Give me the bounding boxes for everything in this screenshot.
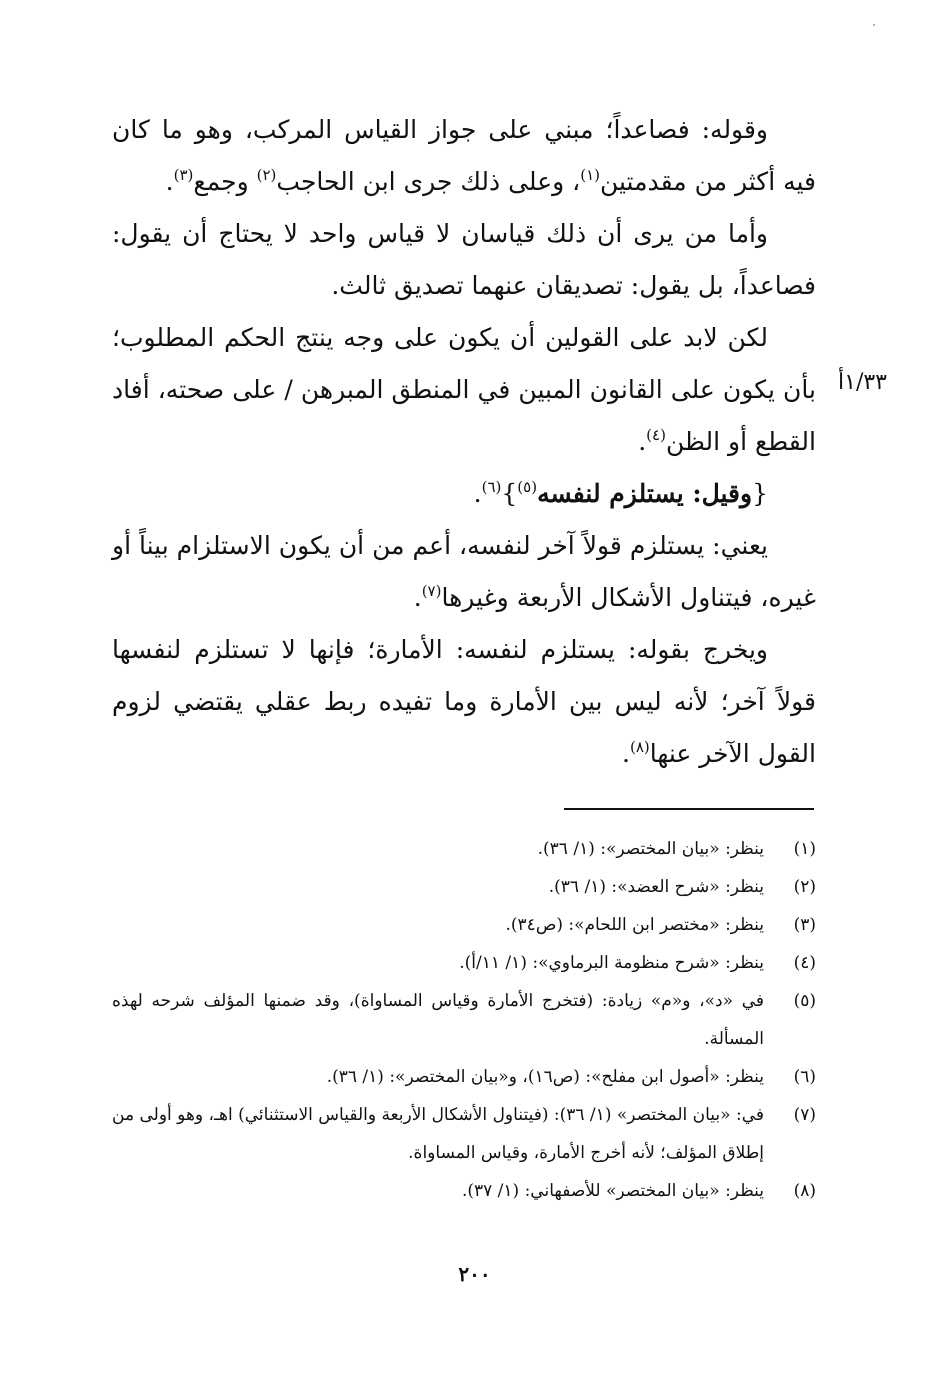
footnote-ref[interactable]: (٧)	[421, 582, 442, 600]
footnote-text: في: «بيان المختصر» (١/ ٣٦): (فيتناول الأشكال الأربعة والقياس الاستثنائي) اهـ، وهو أولى من إطلاق المؤلف؛ لأنه أخرج الأمارة، وقياس المساواة.	[112, 1105, 765, 1163]
footnote-item	[112, 906, 816, 944]
footnote-text: في «د»، و«م» زيادة: (فتخرج الأمارة وقياس المساواة)، وقد ضمنها المؤلف شرحه لهذه المسألة.	[112, 991, 764, 1049]
paragraph-6	[112, 624, 816, 780]
footnote-item	[112, 1172, 816, 1210]
scan-speck	[873, 24, 875, 26]
matn-quote: وقيل: يستلزم لنفسه	[537, 479, 753, 508]
footnote-number: (٧)	[793, 1105, 816, 1125]
footnote-number: (٣)	[793, 915, 816, 935]
text-run: ، وعلى ذلك جرى ابن الحاجب	[276, 167, 581, 196]
text-run: وجمع	[193, 167, 257, 196]
footnote-ref[interactable]: (٦)	[481, 478, 502, 496]
footnote-number: (٤)	[793, 953, 816, 973]
footnote-text: ينظر: «شرح العضد»: (١/ ٣٦).	[548, 877, 764, 897]
footnote-item	[112, 982, 816, 1058]
text-run: يعني: يستلزم قولاً آخر لنفسه، أعم من أن يكون الاستلزام بيناً أو غيره، فيتناول الأشكال الأربعة وغيرها	[112, 531, 816, 612]
text-run: وقوله: فصاعداً؛ مبني على جواز القياس المركب، وهو ما كان فيه أكثر من مقدمتين	[112, 115, 816, 196]
footnote-item	[112, 1058, 816, 1096]
footnote-item	[112, 868, 816, 906]
main-text	[112, 104, 816, 780]
footnote-item	[112, 830, 816, 868]
page-number: ٢٠٠	[458, 1262, 491, 1286]
footnote-ref[interactable]: (٨)	[629, 738, 650, 756]
text-run: .	[622, 739, 630, 768]
footnote-ref[interactable]: (١)	[580, 166, 600, 184]
text-run: .	[165, 167, 174, 196]
manuscript-folio-ref: ١/٣٣أ	[838, 370, 887, 395]
footnote-text: ينظر: «شرح منظومة البرماوي»: (١/ ١١/أ).	[459, 953, 764, 973]
footnote-number: (٢)	[793, 877, 816, 897]
footnote-item	[112, 944, 816, 982]
footnote-number: (١)	[793, 839, 816, 859]
footnote-text: ينظر: «أصول ابن مفلح»: (ص١٦)، و«بيان المختصر»: (١/ ٣٦).	[326, 1067, 764, 1087]
footnote-ref[interactable]: (٤)	[646, 426, 666, 444]
brace-close: }	[501, 479, 518, 508]
paragraph-5	[112, 520, 816, 624]
footnote-item	[112, 1096, 816, 1172]
footnote-separator	[564, 808, 814, 810]
brace-open: {	[752, 479, 768, 508]
text-run: لكن لابد على القولين أن يكون على وجه ينتج الحكم المطلوب؛ بأن يكون على القانون المبين في المنطق المبرهن / على صحته، أفاد القطع أو الظن	[112, 323, 816, 456]
footnote-text: ينظر: «بيان المختصر»: (١/ ٣٦).	[537, 839, 764, 859]
paragraph-4-matn	[112, 468, 816, 520]
text-run: .	[473, 479, 482, 508]
footnote-number: (٥)	[793, 991, 816, 1011]
footnote-text: ينظر: «بيان المختصر» للأصفهاني: (١/ ٣٧).	[461, 1181, 764, 1201]
paragraph-3	[112, 312, 816, 468]
footnote-ref[interactable]: (٥)	[517, 478, 538, 496]
footnotes	[112, 830, 816, 1210]
text-run: .	[638, 427, 647, 456]
paragraph-1	[112, 104, 816, 208]
footnote-ref[interactable]: (٣)	[173, 166, 194, 184]
footnote-text: ينظر: «مختصر ابن اللحام»: (ص٣٤).	[505, 915, 764, 935]
text-run: ويخرج بقوله: يستلزم لنفسه: الأمارة؛ فإنها لا تستلزم لنفسها قولاً آخر؛ لأنه ليس بين الأمارة وما تفيده ربط عقلي يقتضي لزوم القول الآخر عنها	[112, 635, 816, 768]
footnote-ref[interactable]: (٢)	[256, 166, 277, 184]
footnote-number: (٦)	[793, 1067, 816, 1087]
footnote-number: (٨)	[793, 1181, 816, 1201]
text-run: .	[413, 583, 422, 612]
paragraph-2: وأما من يرى أن ذلك قياسان لا قياس واحد لا يحتاج أن يقول: فصاعداً، بل يقول: تصديقان عنهما تصديق ثالث.	[112, 219, 816, 300]
